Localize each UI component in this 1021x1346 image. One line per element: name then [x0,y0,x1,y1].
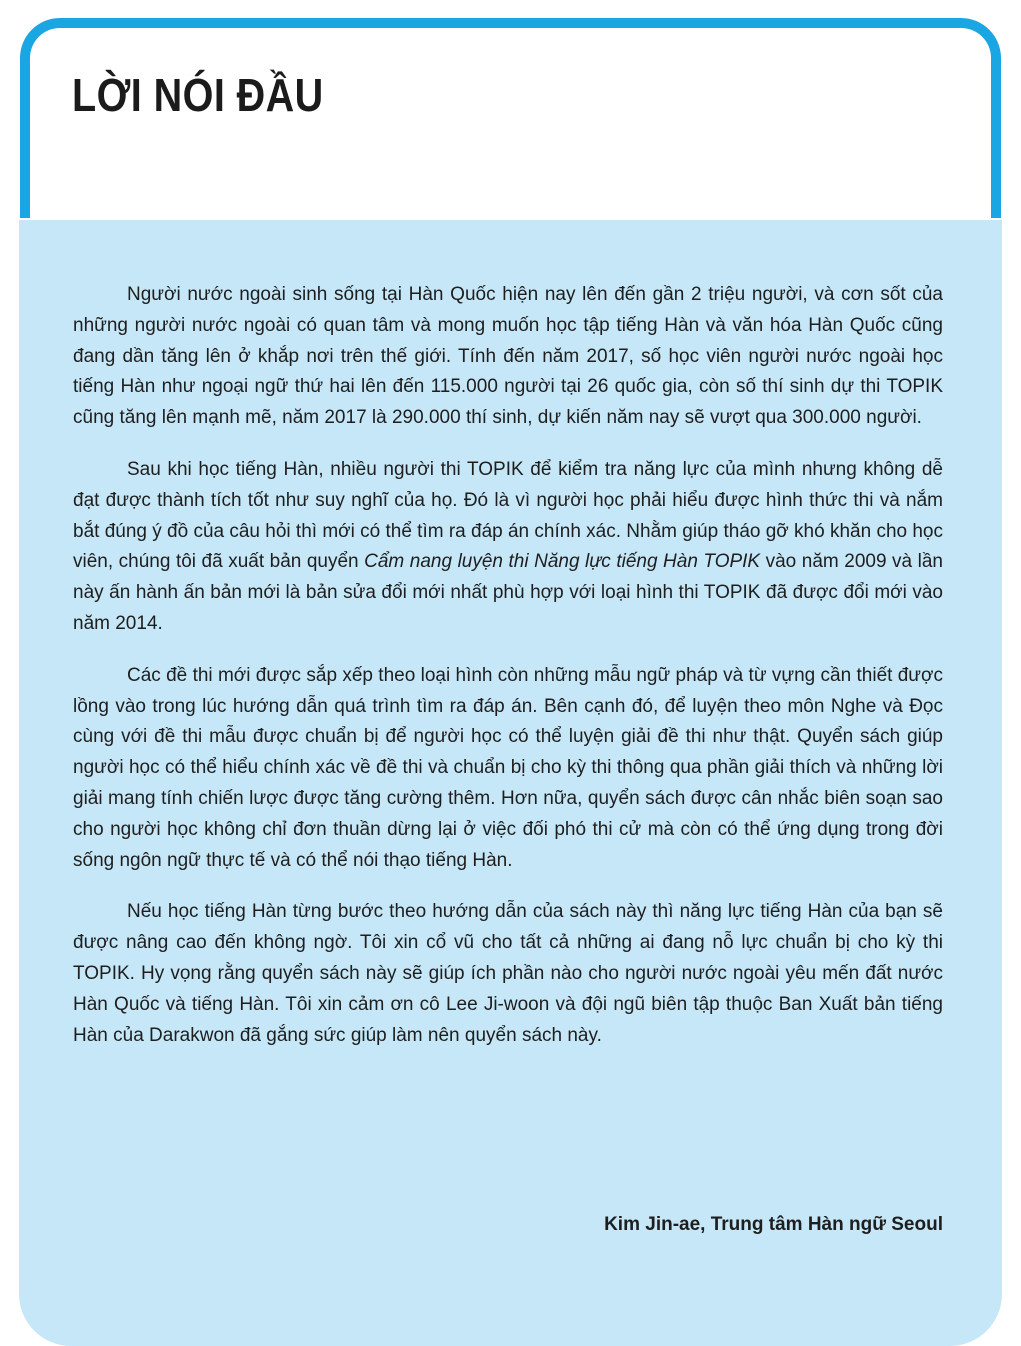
paragraph-1: Người nước ngoài sinh sống tại Hàn Quốc hiện nay lên đến gần 2 triệu người, và cơn sốt của những người nước ngoài có quan tâm và mong muốn học tập tiếng Hàn và văn hóa Hàn Quốc cũng đang dần tăng lên ở khắp nơi trên thế giới. Tính đến năm 2017, số học viên người nước ngoài học tiếng Hàn như ngoại ngữ thứ hai lên đến 115.000 người tại 26 quốc gia, còn số thí sinh dự thi TOPIK cũng tăng lên mạnh mẽ, năm 2017 là 290.000 thí sinh, dự kiến năm nay sẽ vượt qua 300.000 người. [73,284,943,429]
paragraph-2-rest: vào năm 2009 và lần này ấn hành ấn bản mới là bản sửa đổi mới nhất phù hợp với loại hình thi TOPIK đã được đổi mới vào năm 2014. [73,551,943,634]
author-signature: Kim Jin-ae, Trung tâm Hàn ngữ Seoul [604,1214,943,1235]
paragraph-2-intro: Sau khi học tiếng Hàn, nhiều người thi TOPIK để kiểm tra năng lực của mình nhưng không dễ đạt được thành tích tốt như suy nghĩ của họ. Đó là vì người học phải hiểu được hình thức thi và nắm bắt đúng ý đồ của câu hỏi thì mới có thể tìm ra đáp án chính xác. Nhằm giúp tháo gỡ khó khăn cho học viên, chúng tôi đã xuất bản quyển [73,458,943,573]
paragraph-3: Các đề thi mới được sắp xếp theo loại hình còn những mẫu ngữ pháp và từ vựng cần thiết được lồng vào trong lúc hướng dẫn quá trình tìm ra đáp án. Bên cạnh đó, để luyện theo môn Nghe và Đọc cùng với đề thi mẫu được chuẩn bị để người học có thể luyện giải đề thi như thật. Quyển sách giúp người học có thể hiểu chính xác về đề thi và chuẩn bị cho kỳ thi thông qua phần giải thích và những lời giải mang tính chiến lược được tăng cường thêm. Hơn nữa, quyển sách được cân nhắc biên soạn sao cho người học không chỉ đơn thuần dừng lại ở việc đối phó thi cử mà còn có thể ứng dụng trong đời sống ngôn ngữ thực tế và có thể nói thạo tiếng Hàn. [73,664,943,871]
paragraph-4: Nếu học tiếng Hàn từng bước theo hướng dẫn của sách này thì năng lực tiếng Hàn của bạn sẽ được nâng cao đến không ngờ. Tôi xin cổ vũ cho tất cả những ai đang nỗ lực chuẩn bị cho kỳ thi TOPIK. Hy vọng rằng quyển sách này sẽ giúp ích phần nào cho người nước ngoài yêu mến đất nước Hàn Quốc và tiếng Hàn. Tôi xin cảm ơn cô Lee Ji-woon và đội ngũ biên tập thuộc Ban Xuất bản tiếng Hàn của Darakwon đã gắng sức giúp làm nên quyển sách này. [73,901,943,1046]
paragraph-2 [73,455,943,640]
book-title: Cẩm nang luyện thi Năng lực tiếng Hàn TOPIK [364,551,761,573]
preface-body [73,280,943,1072]
page-title: LỜI NÓI ĐẦU [72,69,324,121]
